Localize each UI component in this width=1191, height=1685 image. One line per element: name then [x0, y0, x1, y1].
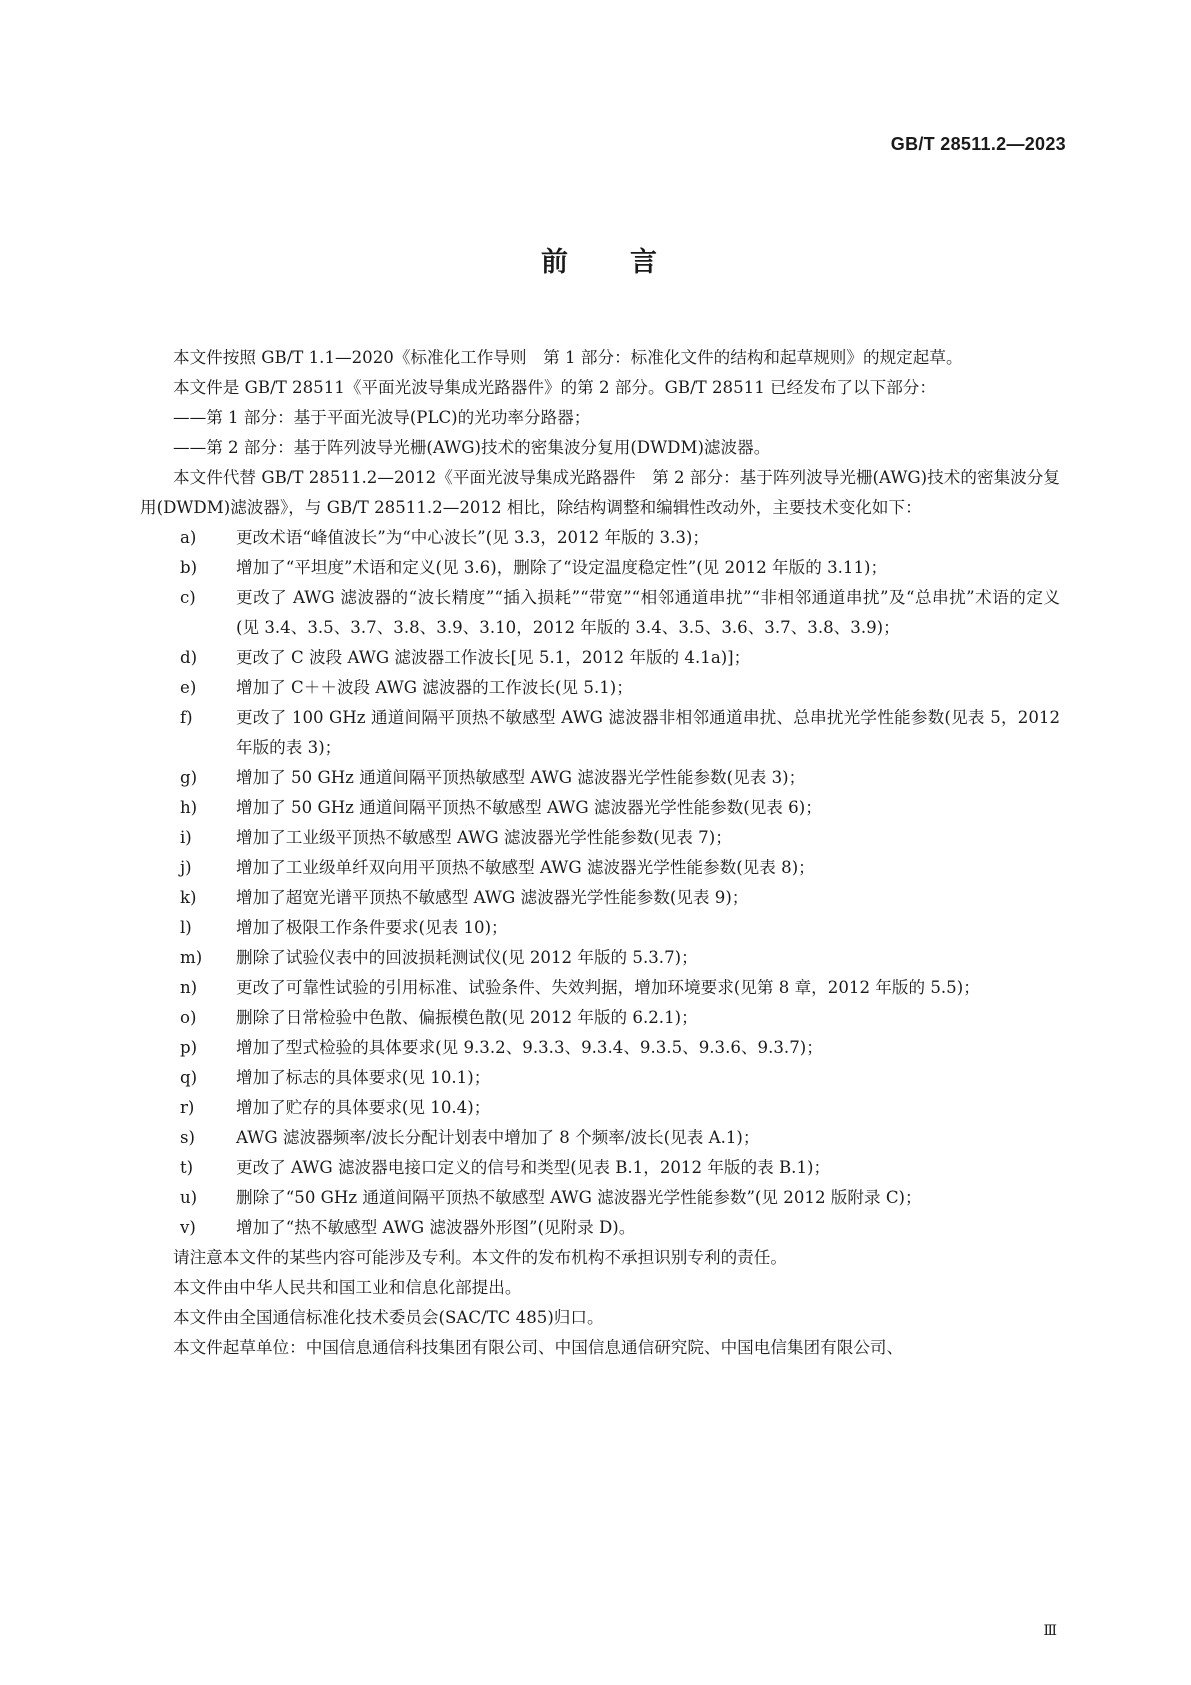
list-item — [140, 823, 1060, 853]
foreword-body — [140, 343, 1060, 1363]
list-item-text: 更改了 C 波段 AWG 滤波器工作波长[见 5.1，2012 年版的 4.1a)]； — [236, 648, 751, 667]
list-item-label: b) — [180, 558, 198, 577]
list-item-text: 更改了 AWG 滤波器电接口定义的信号和类型(见表 B.1，2012 年版的表 B.1)； — [236, 1158, 831, 1177]
list-item — [140, 703, 1060, 763]
list-item — [140, 523, 1060, 553]
list-item-text: 增加了“平坦度”术语和定义(见 3.6)，删除了“设定温度稳定性”(见 2012 年版的 3.11)； — [236, 558, 888, 577]
list-item-text: 删除了日常检验中色散、偏振模色散(见 2012 年版的 6.2.1)； — [236, 1008, 698, 1027]
dash-item-part-2: ——第 2 部分：基于阵列波导光栅(AWG)技术的密集波分复用(DWDM)滤波器。 — [173, 438, 771, 457]
list-item — [140, 763, 1060, 793]
list-item-text: 更改了 100 GHz 通道间隔平顶热不敏感型 AWG 滤波器非相邻通道串扰、总串扰光学性能参数(见表 5，2012 年版的表 3)； — [236, 708, 1060, 757]
list-item — [140, 1213, 1060, 1243]
list-item — [140, 1033, 1060, 1063]
list-item-label: d) — [180, 648, 198, 667]
list-item — [140, 973, 1060, 1003]
list-item — [140, 1003, 1060, 1033]
paragraph-committee: 本文件由全国通信标准化技术委员会(SAC/TC 485)归口。 — [173, 1308, 604, 1327]
list-item — [140, 853, 1060, 883]
list-item — [140, 943, 1060, 973]
list-item-label: q) — [180, 1068, 198, 1087]
list-item-label: c) — [180, 588, 196, 607]
list-item-label: n) — [180, 978, 198, 997]
list-item-text: 删除了试验仪表中的回波损耗测试仪(见 2012 年版的 5.3.7)； — [236, 948, 698, 967]
list-item-label: m) — [180, 948, 203, 967]
paragraph-drafting-rules: 本文件按照 GB/T 1.1—2020《标准化工作导则 第 1 部分：标准化文件的结构和起草规则》的规定起草。 — [173, 348, 963, 367]
list-item — [140, 643, 1060, 673]
paragraph-patent-notice: 请注意本文件的某些内容可能涉及专利。本文件的发布机构不承担识别专利的责任。 — [173, 1248, 787, 1267]
paragraph-drafting-units: 本文件起草单位：中国信息通信科技集团有限公司、中国信息通信研究院、中国电信集团有限公司、 — [173, 1338, 904, 1357]
list-item — [140, 913, 1060, 943]
list-item-label: r) — [180, 1098, 195, 1117]
list-item-label: a) — [180, 528, 197, 547]
list-item-label: j) — [180, 858, 192, 877]
list-item — [140, 1093, 1060, 1123]
list-item-text: 增加了 50 GHz 通道间隔平顶热敏感型 AWG 滤波器光学性能参数(见表 3)； — [236, 768, 806, 787]
title-char-1: 前 — [541, 247, 568, 278]
list-item-text: 增加了 C＋＋波段 AWG 滤波器的工作波长(见 5.1)； — [236, 678, 633, 697]
list-item-label: f) — [180, 708, 193, 727]
list-item-text: 更改术语“峰值波长”为“中心波长”(见 3.3，2012 年版的 3.3)； — [236, 528, 709, 547]
list-item — [140, 1183, 1060, 1213]
list-item-label: o) — [180, 1008, 197, 1027]
list-item-text: 更改了 AWG 滤波器的“波长精度”“插入损耗”“带宽”“相邻通道串扰”“非相邻通道串扰”及“总串扰”术语的定义(见 3.4、3.5、3.7、3.8、3.9、3.10，2012 年版的 3.4、3.5、3.6、3.7、3.8、3.9)； — [236, 588, 1060, 637]
list-item-text: 增加了超宽光谱平顶热不敏感型 AWG 滤波器光学性能参数(见表 9)； — [236, 888, 749, 907]
paragraph-series-parts: 本文件是 GB/T 28511《平面光波导集成光路器件》的第 2 部分。GB/T 28511 已经发布了以下部分： — [173, 378, 936, 397]
list-item-label: v) — [180, 1218, 196, 1237]
list-item-label: g) — [180, 768, 198, 787]
list-item-label: s) — [180, 1128, 195, 1147]
list-item — [140, 1153, 1060, 1183]
page-number: Ⅲ — [1043, 1623, 1057, 1639]
list-item-text: 增加了“热不敏感型 AWG 滤波器外形图”(见附录 D)。 — [236, 1218, 636, 1237]
list-item-label: k) — [180, 888, 197, 907]
list-item — [140, 583, 1060, 643]
list-item-label: h) — [180, 798, 198, 817]
list-item — [140, 673, 1060, 703]
list-item — [140, 793, 1060, 823]
paragraph-replacement: 本文件代替 GB/T 28511.2—2012《平面光波导集成光路器件 第 2 部分：基于阵列波导光栅(AWG)技术的密集波分复用(DWDM)滤波器》，与 GB/T 28511.2—2012 相比，除结构调整和编辑性改动外，主要技术变化如下： — [140, 468, 1060, 517]
list-item-text: 增加了极限工作条件要求(见表 10)； — [236, 918, 508, 937]
list-item-text: 删除了“50 GHz 通道间隔平顶热不敏感型 AWG 滤波器光学性能参数”(见 2012 版附录 C)； — [236, 1188, 922, 1207]
dash-item-part-1: ——第 1 部分：基于平面光波导(PLC)的光功率分路器； — [173, 408, 591, 427]
standard-number: GB/T 28511.2—2023 — [890, 134, 1066, 154]
list-item-label: l) — [180, 918, 192, 937]
list-item-label: p) — [180, 1038, 198, 1057]
changes-list — [140, 523, 1060, 1243]
list-item-label: e) — [180, 678, 197, 697]
list-item-label: u) — [180, 1188, 198, 1207]
list-item-text: 增加了型式检验的具体要求(见 9.3.2、9.3.3、9.3.4、9.3.5、9.3.6、9.3.7)； — [236, 1038, 823, 1057]
list-item-label: t) — [180, 1158, 194, 1177]
list-item-text: AWG 滤波器频率/波长分配计划表中增加了 8 个频率/波长(见表 A.1)； — [236, 1128, 760, 1147]
list-item-text: 增加了工业级平顶热不敏感型 AWG 滤波器光学性能参数(见表 7)； — [236, 828, 732, 847]
list-item-text: 增加了贮存的具体要求(见 10.4)； — [236, 1098, 491, 1117]
list-item — [140, 553, 1060, 583]
paragraph-proposer: 本文件由中华人民共和国工业和信息化部提出。 — [173, 1278, 522, 1297]
list-item-text: 更改了可靠性试验的引用标准、试验条件、失效判据，增加环境要求(见第 8 章，2012 年版的 5.5)； — [236, 978, 980, 997]
list-item — [140, 1063, 1060, 1093]
list-item-text: 增加了工业级单纤双向用平顶热不敏感型 AWG 滤波器光学性能参数(见表 8)； — [236, 858, 815, 877]
title-char-2: 言 — [630, 247, 657, 278]
list-item-text: 增加了 50 GHz 通道间隔平顶热不敏感型 AWG 滤波器光学性能参数(见表 6)； — [236, 798, 822, 817]
list-item — [140, 1123, 1060, 1153]
list-item-text: 增加了标志的具体要求(见 10.1)； — [236, 1068, 491, 1087]
list-item — [140, 883, 1060, 913]
list-item-label: i) — [180, 828, 192, 847]
